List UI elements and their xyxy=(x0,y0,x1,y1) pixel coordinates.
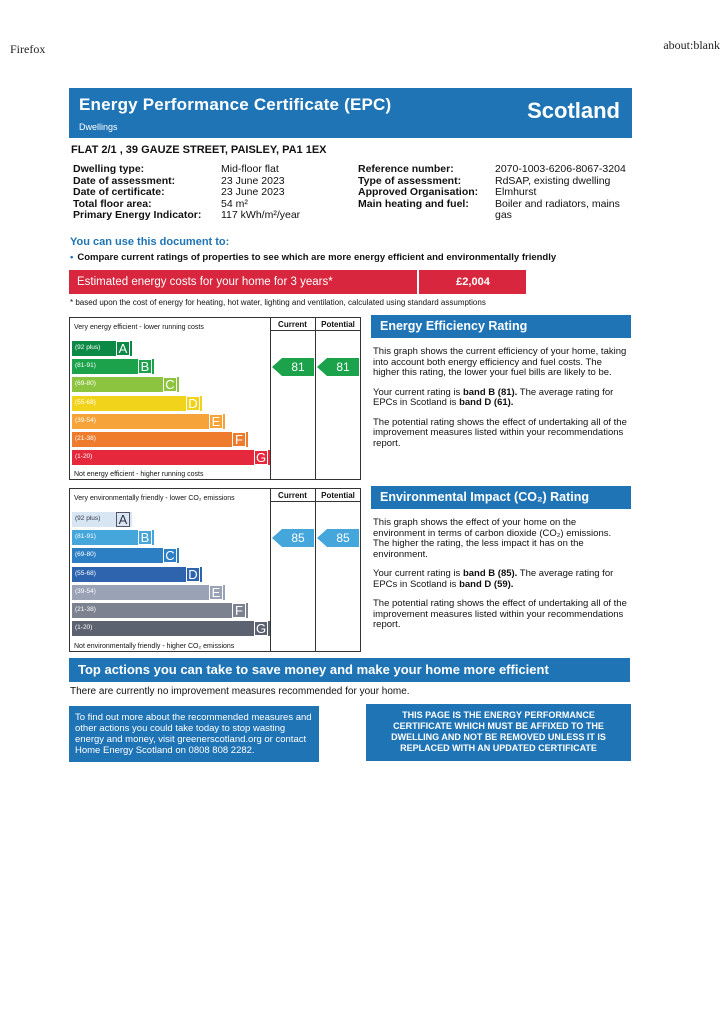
band-range: (69-80) xyxy=(75,551,96,559)
no-recommendations-text: There are currently no improvement measures recommended for your home. xyxy=(70,686,410,697)
band-letter: F xyxy=(232,603,246,618)
energy-cost-value: £2,004 xyxy=(456,276,490,288)
rating-band-a xyxy=(72,512,132,527)
band-range: (55-68) xyxy=(75,569,96,577)
potential-rating-marker xyxy=(317,358,359,376)
band-range: (69-80) xyxy=(75,380,96,388)
browser-title: Firefox xyxy=(10,42,46,56)
current-rating-value: 81 xyxy=(291,359,305,374)
use-bullet-text: Compare current ratings of properties to see which are more energy efficient and environmentally friendly xyxy=(77,252,557,263)
browser-url: about:blank xyxy=(663,38,720,52)
detail-label: Type of assessment: xyxy=(358,174,462,187)
detail-label: Main heating and fuel: xyxy=(358,197,469,210)
energy-panel-description: This graph shows the current efficiency of your home, taking into account both energy efficiency and fuel costs. The higher this rating, the lower your fuel bills are likely to be. xyxy=(373,346,627,378)
energy-cost-bar xyxy=(69,270,526,294)
current-column-header: Current xyxy=(278,320,307,329)
column-divider xyxy=(315,489,316,651)
current-band-text: band B (81). xyxy=(462,386,518,398)
average-band-text: band D (61). xyxy=(459,397,514,408)
top-actions-heading: Top actions you can take to save money and make your home more efficient xyxy=(69,658,630,682)
band-letter: C xyxy=(163,548,177,563)
env-panel-potential-note: The potential rating shows the effect of undertaking all of the improvement measures listed within your recommendations report. xyxy=(373,598,627,630)
detail-label: Date of assessment: xyxy=(73,174,176,187)
cost-divider xyxy=(417,270,419,294)
detail-label: Dwelling type: xyxy=(73,163,145,175)
details-left-values xyxy=(221,164,300,222)
energy-efficiency-panel xyxy=(371,315,631,449)
band-letter: E xyxy=(209,585,223,600)
band-range: (92 plus) xyxy=(75,515,101,522)
column-divider xyxy=(270,489,271,651)
use-heading: You can use this document to: xyxy=(70,236,230,248)
detail-label: Total floor area: xyxy=(73,197,152,210)
energy-efficiency-chart xyxy=(69,317,361,480)
band-letter: F xyxy=(232,432,246,447)
band-letter: B xyxy=(138,359,152,374)
env-panel-description: This graph shows the effect of your home on the environment in terms of carbon dioxide (CO₂) emissions. The higher the rating, the less impact it has on the environment. xyxy=(373,517,612,560)
detail-label: Approved Organisation: xyxy=(358,186,479,198)
energy-panel-current-rating xyxy=(373,388,627,409)
chart-top-caption: Very environmentally friendly - lower CO₂ emissions xyxy=(74,495,235,502)
band-letter: B xyxy=(138,530,152,545)
rating-band-c xyxy=(72,548,179,563)
text-segment: The average rating for EPCs in Scotland is xyxy=(373,386,614,408)
certificate-subtitle: Dwellings xyxy=(79,122,118,132)
band-range: (39-54) xyxy=(75,416,96,424)
band-letter: G xyxy=(255,450,267,466)
band-letter: G xyxy=(255,621,267,637)
band-range: (55-68) xyxy=(75,398,96,406)
use-bullet xyxy=(70,252,556,263)
country-label: Scotland xyxy=(527,98,620,123)
band-range: (39-54) xyxy=(75,587,96,595)
chart-top-caption: Very energy efficient - lower running costs xyxy=(74,324,204,331)
current-column-header: Current xyxy=(278,491,307,500)
rating-band-e xyxy=(72,414,225,429)
potential-column-header: Potential xyxy=(321,491,355,500)
rating-band-d xyxy=(72,567,202,582)
rating-band-d xyxy=(72,396,202,411)
band-letter: A xyxy=(116,512,130,527)
rating-band-g xyxy=(72,621,270,636)
rating-band-g xyxy=(72,450,270,465)
detail-value: 23 June 2023 xyxy=(221,174,285,187)
certificate-notice-box: THIS PAGE IS THE ENERGY PERFORMANCE CERTIFICATE WHICH MUST BE AFFIXED TO THE DWELLING AND NOT BE REMOVED UNLESS IT IS REPLACED WITH AN UPDATED CERTIFICATE xyxy=(366,704,631,761)
energy-cost-label: Estimated energy costs for your home for 3 years* xyxy=(77,276,333,288)
chart-bottom-caption: Not environmentally friendly - higher CO₂ emissions xyxy=(74,643,235,650)
current-rating-value: 85 xyxy=(291,530,305,545)
band-range: (21-38) xyxy=(75,435,96,442)
rating-band-e xyxy=(72,585,225,600)
detail-value: 54 m² xyxy=(221,197,248,210)
detail-label: Primary Energy Indicator: xyxy=(73,209,202,221)
epc-header xyxy=(69,88,632,138)
band-letter: C xyxy=(163,377,177,392)
current-rating-marker xyxy=(272,529,314,547)
detail-value: Mid-floor flat xyxy=(221,163,279,175)
detail-value: Boiler and radiators, mains gas xyxy=(495,197,620,221)
current-rating-marker xyxy=(272,358,314,376)
certificate-title: Energy Performance Certificate (EPC) xyxy=(79,95,392,114)
energy-panel-potential-note: The potential rating shows the effect of undertaking all of the improvement measures listed within your recommendations report. xyxy=(373,416,627,449)
environmental-impact-chart xyxy=(69,488,361,652)
rating-band-b xyxy=(72,359,154,374)
bullet-icon: • xyxy=(70,252,74,263)
detail-value: RdSAP, existing dwelling xyxy=(495,174,611,187)
potential-rating-value: 81 xyxy=(336,359,350,374)
band-letter: E xyxy=(209,414,223,429)
potential-rating-value: 85 xyxy=(336,530,350,545)
potential-column-header: Potential xyxy=(321,320,355,329)
rating-band-a xyxy=(72,341,132,356)
band-range: (1-20) xyxy=(75,453,93,461)
band-range: (81-91) xyxy=(75,362,96,370)
text-segment: Your current rating is xyxy=(373,386,463,398)
cost-footnote: * based upon the cost of energy for heating, hot water, lighting and ventilation, calculated using standard assumptions xyxy=(70,298,486,307)
details-right-labels xyxy=(358,164,478,210)
band-letter: D xyxy=(186,567,200,582)
text-segment: Your current rating is xyxy=(373,568,463,579)
band-range: (1-20) xyxy=(75,624,93,632)
detail-value: 23 June 2023 xyxy=(221,186,285,198)
rating-band-f xyxy=(72,603,248,618)
rating-band-f xyxy=(72,432,248,447)
details-right-values xyxy=(495,164,635,222)
average-band-text: band D (59). xyxy=(459,578,514,590)
environmental-impact-heading: Environmental Impact (CO₂) Rating xyxy=(371,486,631,509)
potential-rating-marker xyxy=(317,529,359,547)
details-left-labels xyxy=(73,164,201,222)
rating-band-b xyxy=(72,530,154,545)
env-panel-current-rating xyxy=(373,569,627,590)
property-address: FLAT 2/1 , 39 GAUZE STREET, PAISLEY, PA1 1EX xyxy=(71,144,327,156)
more-info-box: To find out more about the recommended measures and other actions you could take today to stop wasting energy and money, visit greenerscotland.org or contact Home Energy Scotland on 0808 808 2282. xyxy=(69,706,319,762)
band-letter: A xyxy=(116,341,130,356)
band-letter: D xyxy=(186,396,200,411)
detail-value: Elmhurst xyxy=(495,186,537,198)
rating-band-c xyxy=(72,377,179,392)
header-rule xyxy=(270,501,360,502)
text-segment: The average rating for EPCs in Scotland is xyxy=(373,568,614,590)
detail-value: 117 kWh/m²/year xyxy=(221,209,301,221)
band-range: (81-91) xyxy=(75,533,96,541)
detail-label: Reference number: xyxy=(358,163,454,175)
chart-bottom-caption: Not energy efficient - higher running costs xyxy=(74,471,204,478)
environmental-impact-panel xyxy=(371,486,631,631)
current-band-text: band B (85). xyxy=(462,568,518,579)
energy-efficiency-heading: Energy Efficiency Rating xyxy=(371,315,631,338)
detail-value: 2070-1003-6206-8067-3204 xyxy=(495,163,626,175)
detail-label: Date of certificate: xyxy=(73,186,165,198)
column-divider xyxy=(270,318,271,479)
header-rule xyxy=(270,330,360,331)
band-range: (92 plus) xyxy=(75,344,101,351)
band-range: (21-38) xyxy=(75,606,96,613)
column-divider xyxy=(315,318,316,479)
